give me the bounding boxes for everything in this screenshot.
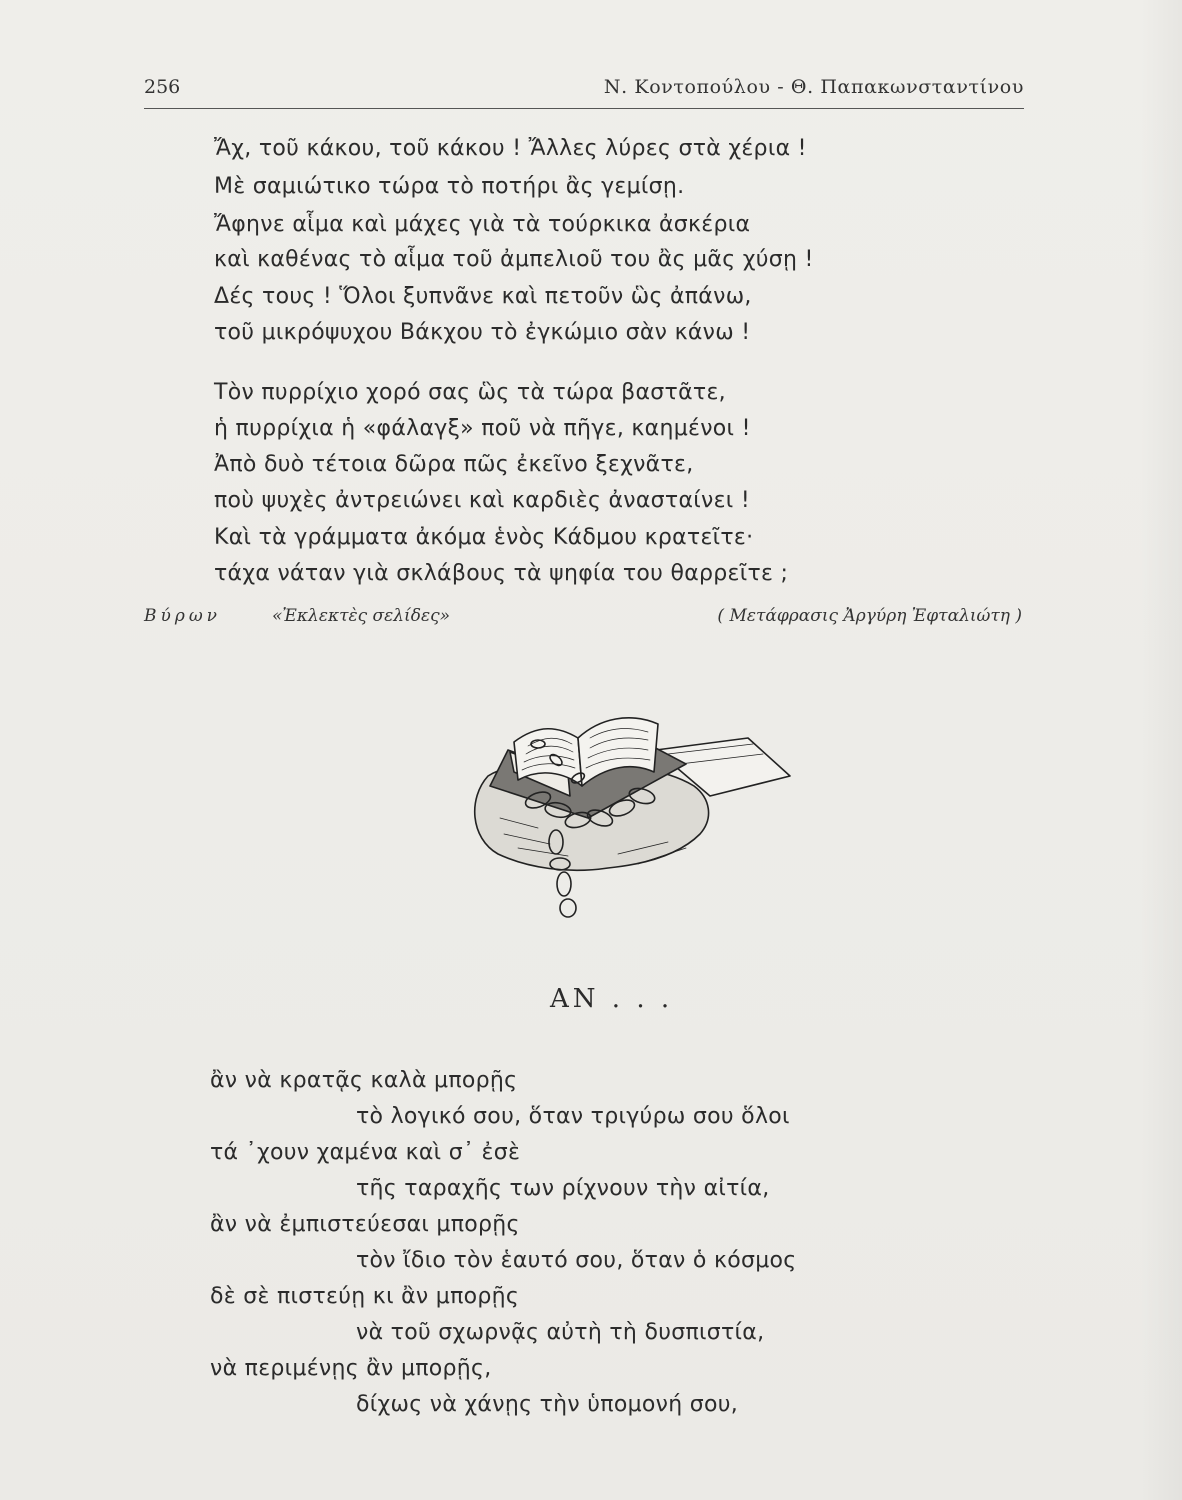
poem-line: ἂν νὰ κρατᾷς καλὰ μπορῇς — [210, 1068, 518, 1093]
attribution-translation: ( Μετάφρασις Ἀργύρη Ἐφταλιώτη ) — [717, 606, 1022, 626]
poem-line: Καὶ τὰ γράμματα ἀκόμα ἑνὸς Κάδμου κρατεῖτε· — [214, 525, 754, 550]
poem-line: καὶ καθένας τὸ αἷμα τοῦ ἀμπελιοῦ του ἂς μᾶς χύσῃ ! — [214, 247, 814, 272]
attribution-author: Βύρων — [144, 606, 222, 626]
poem-line: Τὸν πυρρίχιο χορό σας ὣς τὰ τώρα βαστᾶτε, — [214, 380, 726, 405]
poem-line: τὸ λογικό σου, ὅταν τριγύρω σου ὅλοι — [356, 1104, 790, 1129]
poem-line: νὰ περιμένῃς ἂν μπορῇς, — [210, 1356, 492, 1381]
poem-line: Ἀπὸ δυὸ τέτοια δῶρα πῶς ἐκεῖνο ξεχνᾶτε, — [214, 452, 694, 477]
running-head-authors: Ν. Κοντοπούλου - Θ. Παπακωνσταντίνου — [603, 76, 1024, 98]
book-with-chain-icon — [418, 668, 796, 930]
running-header — [144, 76, 1024, 106]
poem-line: τάχα νάταν γιὰ σκλάβους τὰ ψηφία του θαρρεῖτε ; — [214, 561, 789, 586]
poem-line: Ἄχ, τοῦ κάκου, τοῦ κάκου ! Ἄλλες λύρες στὰ χέρια ! — [214, 136, 807, 161]
page-number: 256 — [144, 76, 181, 98]
poem-line: τά ᾽χουν χαμένα καὶ σ᾽ ἐσὲ — [210, 1140, 521, 1165]
page-edge-shadow — [1140, 0, 1182, 1500]
attribution-source: «Ἐκλεκτὲς σελίδες» — [272, 606, 450, 626]
poem-line: Δές τους ! Ὅλοι ξυπνᾶνε καὶ πετοῦν ὣς ἀπάνω, — [214, 284, 752, 309]
poem-line: ἡ πυρρίχια ἡ «φάλαγξ» ποῦ νὰ πῆγε, καημένοι ! — [214, 416, 751, 441]
poem-line: Ἄφηνε αἷμα καὶ μάχες γιὰ τὰ τούρκικα ἀσκέρια — [214, 212, 751, 237]
poem-title: ΑΝ . . . — [550, 984, 674, 1014]
poem-line: νὰ τοῦ σχωρνᾷς αὐτὴ τὴ δυσπιστία, — [356, 1320, 765, 1345]
poem-line: δὲ σὲ πιστεύῃ κι ἂν μπορῇς — [210, 1284, 520, 1309]
poem-line: τοῦ μικρόψυχου Βάκχου τὸ ἐγκώμιο σὰν κάνω ! — [214, 320, 751, 345]
poem-line: τῆς ταραχῆς των ρίχνουν τὴν αἰτία, — [356, 1176, 770, 1201]
poem-line: Μὲ σαμιώτικο τώρα τὸ ποτήρι ἂς γεμίσῃ. — [214, 174, 685, 199]
poem-line: τὸν ἴδιο τὸν ἑαυτό σου, ὅταν ὁ κόσμος — [356, 1248, 797, 1273]
poem-line: δίχως νὰ χάνῃς τὴν ὑπομονή σου, — [356, 1392, 739, 1417]
poem-line: ποὺ ψυχὲς ἀντρειώνει καὶ καρδιὲς ἀνασταίνει ! — [214, 488, 750, 513]
poem-line: ἂν νὰ ἐμπιστεύεσαι μπορῇς — [210, 1212, 520, 1237]
header-rule — [144, 108, 1024, 109]
